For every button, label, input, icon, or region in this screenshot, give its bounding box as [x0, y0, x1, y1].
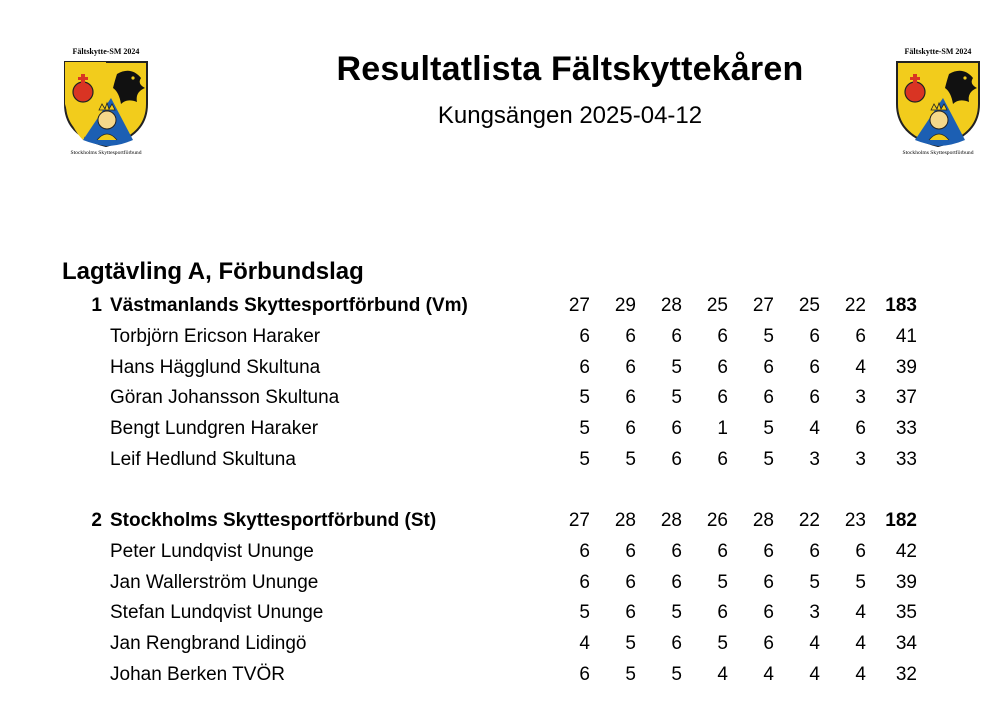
score-cell: 6: [625, 356, 636, 378]
score-cell: 5: [625, 448, 636, 470]
score-cell: 6: [809, 356, 820, 378]
score-cell: 6: [763, 633, 774, 655]
member-total: 33: [895, 448, 917, 470]
score-cell: 5: [671, 663, 682, 685]
score-cell: 6: [717, 387, 728, 409]
score-cell: 5: [671, 356, 682, 378]
member-row: [0, 414, 1000, 445]
member-row: [0, 660, 1000, 691]
score-cell: 6: [671, 418, 682, 440]
page-subtitle: Kungsängen 2025-04-12: [437, 102, 703, 129]
score-cell: 6: [625, 602, 636, 624]
score-cell: 6: [809, 387, 820, 409]
member-row: [0, 322, 1000, 353]
score-cell: 6: [763, 540, 774, 562]
score-cell: 6: [809, 540, 820, 562]
score-cell: 25: [706, 295, 728, 316]
score-cell: 26: [706, 510, 728, 531]
member-row: [0, 537, 1000, 568]
score-cell: 1: [717, 418, 728, 440]
score-cell: 4: [579, 633, 590, 655]
score-cell: 4: [809, 663, 820, 685]
team-rank: 1: [91, 295, 102, 316]
score-cell: 5: [763, 448, 774, 470]
score-cell: 3: [809, 602, 820, 624]
score-cell: 6: [717, 356, 728, 378]
score-cell: 6: [625, 325, 636, 347]
score-cell: 23: [844, 510, 866, 531]
score-cell: 6: [671, 633, 682, 655]
page-title: Resultatlista Fältskyttekåren: [336, 50, 804, 88]
member-row: [0, 353, 1000, 384]
score-cell: 6: [625, 418, 636, 440]
member-name: Torbjörn Ericson Haraker: [110, 325, 321, 347]
score-cell: 3: [855, 448, 866, 470]
score-cell: 5: [763, 418, 774, 440]
member-name: Bengt Lundgren Haraker: [110, 418, 319, 440]
score-cell: 27: [568, 295, 590, 316]
member-total: 34: [895, 633, 917, 655]
score-cell: 6: [809, 325, 820, 347]
score-cell: 28: [752, 510, 774, 531]
member-total: 39: [895, 356, 917, 378]
member-name: Stefan Lundqvist Ununge: [110, 602, 324, 624]
score-cell: 6: [625, 387, 636, 409]
team-block-2: [0, 506, 1000, 691]
score-cell: 28: [660, 295, 682, 316]
member-row: [0, 445, 1000, 476]
score-cell: 4: [809, 418, 820, 440]
score-cell: 28: [614, 510, 636, 531]
score-cell: 5: [717, 571, 728, 593]
member-row: [0, 568, 1000, 599]
score-cell: 6: [763, 571, 774, 593]
score-cell: 5: [625, 663, 636, 685]
score-cell: 4: [855, 633, 866, 655]
score-cell: 4: [809, 633, 820, 655]
logo-bottom-text: Stockholms Skyttesportförbund: [70, 150, 142, 156]
team-name: Stockholms Skyttesportförbund (St): [110, 510, 437, 531]
section-title: Lagtävling A, Förbundslag: [62, 258, 364, 285]
score-cell: 22: [798, 510, 820, 531]
member-name: Jan Rengbrand Lidingö: [110, 633, 307, 655]
member-name: Peter Lundqvist Ununge: [110, 540, 314, 562]
score-cell: 5: [579, 448, 590, 470]
score-cell: 6: [625, 571, 636, 593]
score-cell: 5: [579, 602, 590, 624]
score-cell: 4: [855, 602, 866, 624]
score-cell: 6: [717, 540, 728, 562]
team-name: Västmanlands Skyttesportförbund (Vm): [110, 295, 468, 316]
score-cell: 6: [579, 663, 590, 685]
score-cell: 5: [579, 418, 590, 440]
score-cell: 6: [717, 602, 728, 624]
member-name: Hans Hägglund Skultuna: [110, 356, 321, 378]
score-cell: 6: [763, 602, 774, 624]
score-cell: 6: [579, 325, 590, 347]
score-cell: 5: [809, 571, 820, 593]
team-block-1: [0, 291, 1000, 476]
team-header-row: [0, 291, 1000, 322]
member-total: 33: [895, 418, 917, 440]
member-total: 39: [895, 571, 917, 593]
score-cell: 3: [855, 387, 866, 409]
score-cell: 6: [855, 325, 866, 347]
score-cell: 27: [568, 510, 590, 531]
score-cell: 6: [579, 356, 590, 378]
logo-top-text: Fältskytte-SM 2024: [904, 47, 972, 56]
score-cell: 6: [763, 356, 774, 378]
score-cell: 6: [717, 325, 728, 347]
score-cell: 6: [671, 571, 682, 593]
member-row: [0, 629, 1000, 660]
score-cell: 6: [579, 540, 590, 562]
score-cell: 3: [809, 448, 820, 470]
score-cell: 6: [763, 387, 774, 409]
score-cell: 6: [671, 325, 682, 347]
score-cell: 6: [717, 448, 728, 470]
member-total: 35: [895, 602, 917, 624]
score-cell: 4: [717, 663, 728, 685]
logo-bottom-text: Stockholms Skyttesportförbund: [902, 150, 974, 156]
score-cell: 6: [671, 448, 682, 470]
score-cell: 5: [671, 387, 682, 409]
team-rank: 2: [91, 510, 102, 531]
member-name: Jan Wallerström Ununge: [110, 571, 319, 593]
score-cell: 5: [763, 325, 774, 347]
score-cell: 4: [855, 356, 866, 378]
member-row: [0, 598, 1000, 629]
score-cell: 5: [717, 633, 728, 655]
team-header-row: [0, 506, 1000, 537]
team-total: 182: [885, 510, 917, 531]
score-cell: 5: [625, 633, 636, 655]
score-cell: 6: [855, 418, 866, 440]
member-total: 37: [895, 387, 917, 409]
score-cell: 22: [844, 295, 866, 316]
score-cell: 4: [763, 663, 774, 685]
score-cell: 6: [855, 540, 866, 562]
score-cell: 5: [579, 387, 590, 409]
score-cell: 28: [660, 510, 682, 531]
score-cell: 6: [625, 540, 636, 562]
score-cell: 5: [671, 602, 682, 624]
score-cell: 6: [579, 571, 590, 593]
logo-top-text: Fältskytte-SM 2024: [72, 47, 140, 56]
member-row: [0, 383, 1000, 414]
member-total: 41: [895, 325, 917, 347]
score-cell: 25: [798, 295, 820, 316]
score-cell: 6: [671, 540, 682, 562]
member-name: Johan Berken TVÖR: [110, 663, 285, 685]
score-cell: 29: [614, 295, 636, 316]
member-name: Leif Hedlund Skultuna: [110, 448, 296, 470]
score-cell: 4: [855, 663, 866, 685]
member-name: Göran Johansson Skultuna: [110, 387, 340, 409]
score-cell: 5: [855, 571, 866, 593]
team-total: 183: [885, 295, 917, 316]
score-cell: 27: [752, 295, 774, 316]
member-total: 42: [895, 540, 917, 562]
member-total: 32: [895, 663, 917, 685]
